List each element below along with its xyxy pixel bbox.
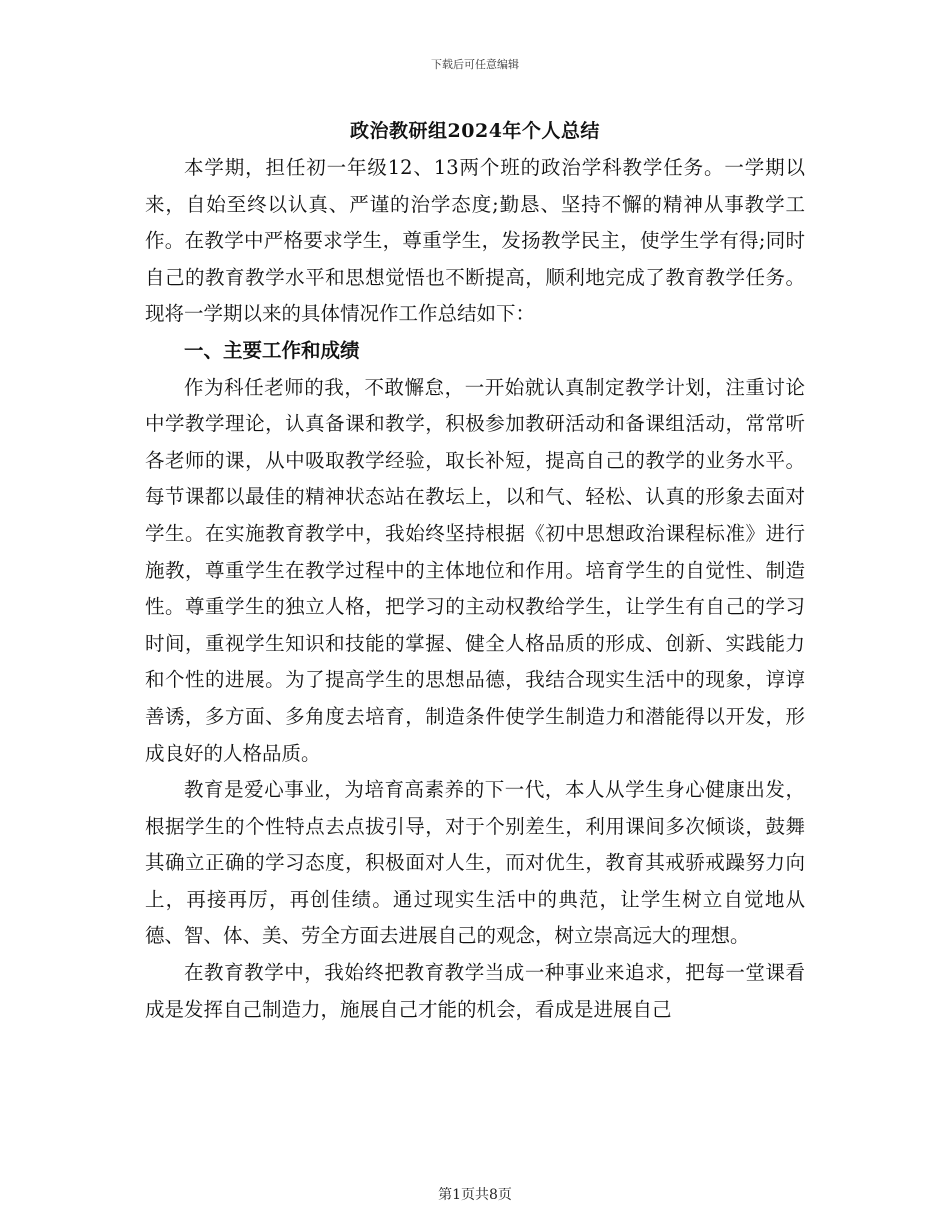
document-title: 政治教研组2024年个人总结 [350,120,600,142]
document-body [145,150,805,1028]
body-paragraph: 在教育教学中，我始终把教育教学当成一种事业来追求，把每一堂课看成是发挥自己制造力，施展自己才能的机会，看成是进展自己 [145,961,805,1021]
section-heading: 一、主要工作和成绩 [184,338,360,362]
header-note: 下载后可任意编辑 [431,58,519,71]
page-footer: 第1页共8页 [438,1187,512,1203]
body-paragraph: 作为科任老师的我，不敢懈怠，一开始就认真制定教学计划，注重讨论中学教学理论，认真备课和教学，积极参加教研活动和备课组活动，常常听各老师的课，从中吸取教学经验，取长补短，提高自己的教学的业务水平。每节课都以最佳的精神状态站在教坛上，以和气、轻松、认真的形象去面对学生。在实施教育教学中，我始终坚持根据《初中思想政治课程标准》进行施教，尊重学生在教学过程中的主体地位和作用。培育学生的自觉性、制造性。尊重学生的独立人格，把学习的主动权教给学生，让学生有自己的学习时间，重视学生知识和技能的掌握、健全人格品质的形成、创新、实践能力和个性的进展。为了提高学生的思想品德，我结合现实生活中的现象，谆谆善诱，多方面、多角度去培育，制造条件使学生制造力和潜能得以开发，形成良好的人格品质。 [145,375,805,765]
intro-paragraph: 本学期，担任初一年级12、13两个班的政治学科教学任务。一学期以来，自始至终以认真、严谨的治学态度;勤恳、坚持不懈的精神从事教学工作。在教学中严格要求学生，尊重学生，发扬教学民主，使学生学有得;同时自己的教育教学水平和思想觉悟也不断提高，顺利地完成了教育教学任务。现将一学期以来的具体情况作工作总结如下： [145,156,805,326]
body-paragraph: 教育是爱心事业，为培育高素养的下一代，本人从学生身心健康出发，根据学生的个性特点去点拔引导，对于个别差生，利用课间多次倾谈，鼓舞其确立正确的学习态度，积极面对人生，而对优生，教育其戒骄戒躁努力向上，再接再厉，再创佳绩。通过现实生活中的典范，让学生树立自觉地从德、智、体、美、劳全方面去进展自己的观念，树立崇高远大的理想。 [145,778,805,948]
